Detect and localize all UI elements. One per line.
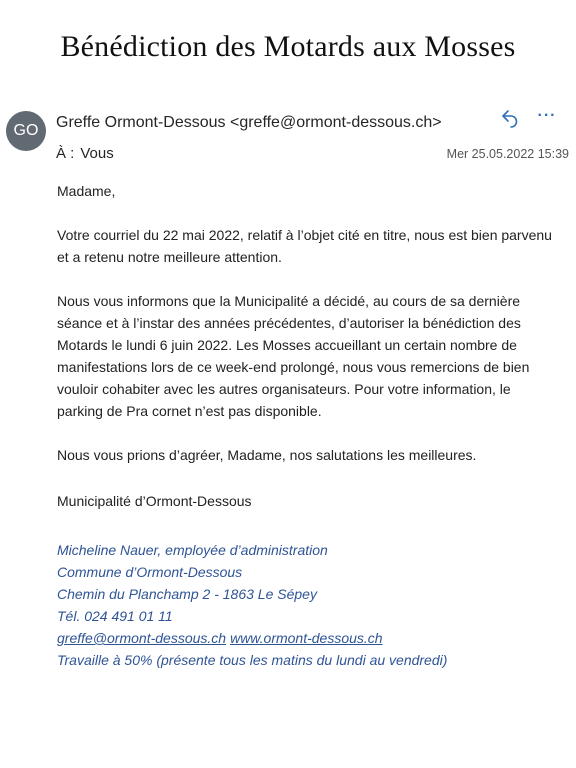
signature-address: Chemin du Planchamp 2 - 1863 Le Sépey [57, 586, 317, 602]
email-body [57, 180, 553, 534]
body-paragraph-3: Nous vous prions d’agréer, Madame, nos salutations les meilleures. [57, 447, 477, 463]
recipient-line [56, 145, 114, 162]
signature-email-link[interactable]: greffe@ormont-dessous.ch [57, 630, 227, 646]
email-timestamp: Mer 25.05.2022 15:39 [446, 147, 569, 161]
recipient-name[interactable]: Vous [80, 145, 114, 162]
to-label: À : [56, 145, 75, 162]
signature-website-link[interactable]: www.ormont-dessous.ch [230, 630, 383, 646]
signature-schedule: Travaille à 50% (présente tous les matins du lundi au vendredi) [57, 652, 448, 668]
closing-signature: Municipalité d’Ormont-Dessous [57, 493, 252, 509]
signature-phone: Tél. 024 491 01 11 [57, 608, 173, 624]
signature-links [57, 627, 557, 649]
document-title: Bénédiction des Motards aux Mosses [60, 30, 516, 63]
reply-button[interactable] [498, 106, 522, 130]
email-signature [57, 539, 557, 671]
body-paragraph-2: Nous vous informons que la Municipalité a décidé, au cours de sa dernière séance et à l’instar des années précédentes, d’autoriser la bénédiction des Motards le lundi 6 juin 2022. Les Mosses accueillant un certain nombre de manifestations lors de ce week-end prolongé, nous vous remercions de bien vouloir cohabiter avec les autres organisateurs. Pour votre information, le parking de Pra cornet n’est pas disponible. [57, 293, 530, 419]
signature-organization: Commune d’Ormont-Dessous [57, 564, 243, 580]
sender-avatar: GO [6, 111, 46, 151]
more-actions-icon: ··· [537, 107, 557, 124]
more-actions-button[interactable] [532, 104, 562, 128]
greeting: Madame, [57, 183, 116, 199]
sender-address[interactable]: Greffe Ormont-Dessous <greffe@ormont-dessous.ch> [56, 114, 442, 131]
signature-name-role: Micheline Nauer, employée d’administration [57, 542, 328, 558]
body-paragraph-1: Votre courriel du 22 mai 2022, relatif à l’objet cité en titre, nous est bien parvenu et a retenu notre meilleure attention. [57, 227, 552, 265]
reply-icon [500, 108, 520, 128]
